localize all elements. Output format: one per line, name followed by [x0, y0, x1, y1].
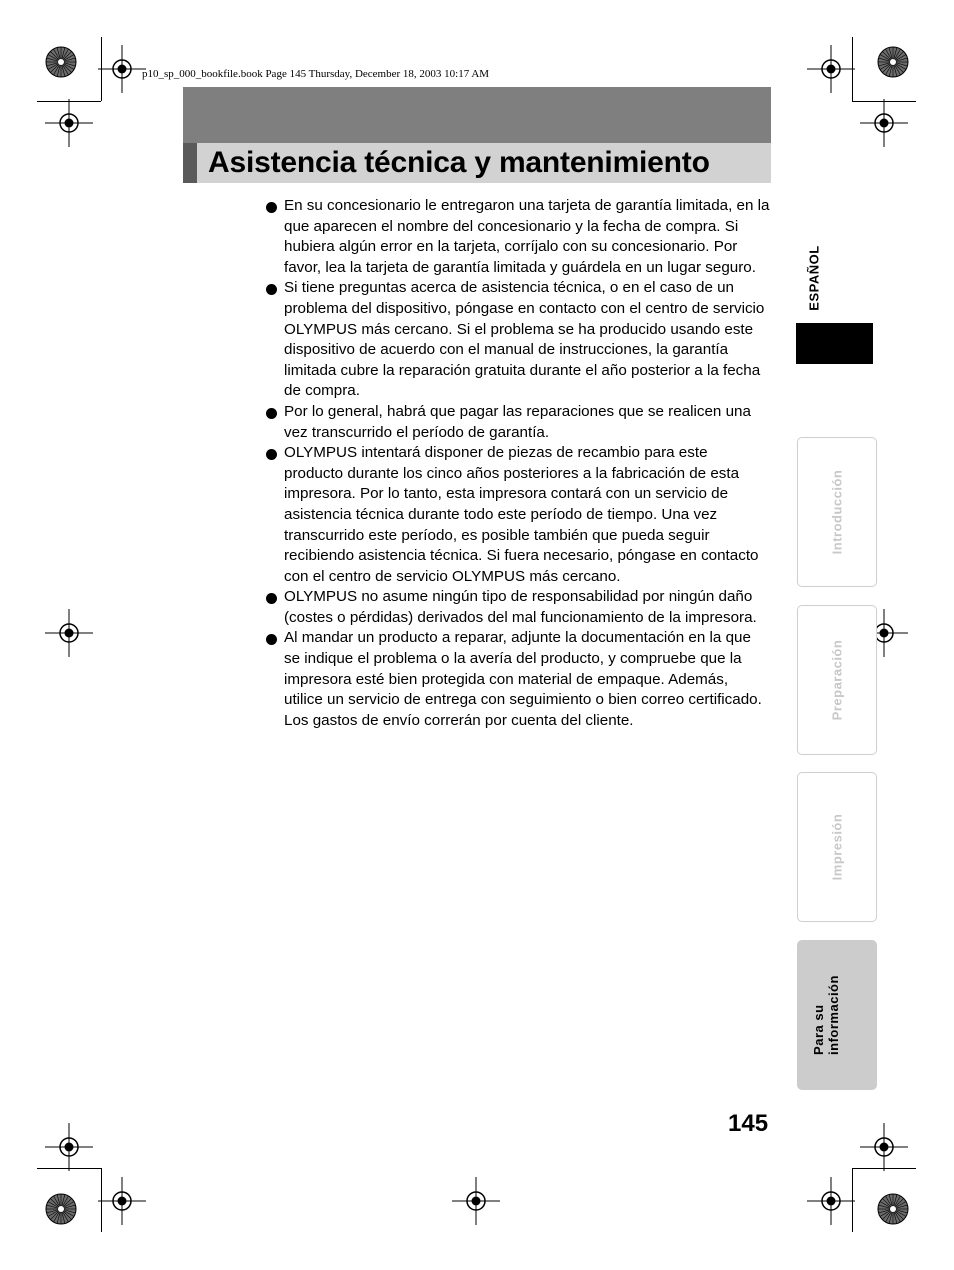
list-item — [265, 402, 770, 443]
tab-para-su-informacion[interactable] — [797, 940, 877, 1090]
language-marker — [796, 323, 873, 364]
tab-label: Preparación — [829, 639, 845, 721]
file-info: p10_sp_000_bookfile.book Page 145 Thursday, December 18, 2003 10:17 AM — [142, 68, 490, 80]
list-item-text: Si tiene preguntas acerca de asistencia técnica, o en el caso de un problema del dispositivo, póngase en contacto con el centro de servicio OLYMPUS más cercano. Si el problema se ha producido usando este dispositivo de acuerdo con el manual de instrucciones, la garantía limitada cubre la reparación gratuita durante el año posterior a la fecha de compra. — [284, 279, 765, 400]
registration-mark-icon — [807, 1177, 855, 1225]
crop-line — [852, 101, 916, 102]
header-accent — [183, 143, 197, 183]
tab-preparacion[interactable] — [797, 605, 877, 755]
crop-line — [852, 37, 853, 101]
bullet-icon — [266, 284, 277, 295]
crop-line — [37, 1168, 101, 1169]
list-item-text: Por lo general, habrá que pagar las reparaciones que se realicen una vez transcurrido el período de garantía. — [284, 402, 751, 441]
crop-line — [37, 101, 101, 102]
registration-mark-icon — [860, 99, 908, 147]
registration-mark-icon — [98, 45, 146, 93]
bullet-icon — [266, 449, 277, 460]
tab-label: Introducción — [829, 469, 845, 555]
tab-label: Para su información — [811, 975, 841, 1055]
tab-label: Impresión — [829, 813, 845, 881]
color-target-icon — [877, 46, 909, 78]
list-item — [265, 587, 770, 628]
registration-mark-icon — [860, 1123, 908, 1171]
list-item — [265, 443, 770, 587]
bullet-icon — [266, 634, 277, 645]
tab-introduccion[interactable] — [797, 437, 877, 587]
tab-impresion[interactable] — [797, 772, 877, 922]
registration-mark-icon — [452, 1177, 500, 1225]
bullet-list — [265, 196, 770, 731]
list-item-text: En su concesionario le entregaron una tarjeta de garantía limitada, en la que aparecen el nombre del concesionario y la fecha de compra. Si hubiera algún error en la tarjeta, corríjalo con su concesionario. Por favor, lea la tarjeta de garantía limitada y guárdela en un lugar seguro. — [284, 197, 770, 276]
color-target-icon — [877, 1193, 909, 1225]
crop-line — [101, 1168, 102, 1232]
crop-line — [852, 1168, 916, 1169]
list-item-text: Al mandar un producto a reparar, adjunte la documentación en la que se indique el problema o la avería del producto, y compruebe que la impresora esté bien protegida con material de empaque. Además, utilice un servicio de entrega con seguimiento o bien correo certificado. Los gastos de envío correrán por cuenta del cliente. — [284, 629, 762, 729]
crop-line — [101, 37, 102, 101]
registration-mark-icon — [45, 1123, 93, 1171]
registration-mark-icon — [45, 609, 93, 657]
list-item — [265, 278, 770, 402]
bullet-icon — [266, 408, 277, 419]
color-target-icon — [45, 1193, 77, 1225]
registration-mark-icon — [98, 1177, 146, 1225]
language-label: ESPAÑOL — [806, 245, 822, 311]
registration-mark-icon — [45, 99, 93, 147]
crop-line — [852, 1168, 853, 1232]
bullet-icon — [266, 202, 277, 213]
page-number: 145 — [728, 1110, 769, 1137]
page-title: Asistencia técnica y mantenimiento — [208, 146, 710, 179]
bullet-icon — [266, 593, 277, 604]
color-target-icon — [45, 46, 77, 78]
list-item — [265, 628, 770, 731]
list-item — [265, 196, 770, 278]
list-item-text: OLYMPUS intentará disponer de piezas de recambio para este producto durante los cinco años posteriores a la fabricación de esta impresora. Por lo tanto, esta impresora contará con un servicio de asistencia técnica durante todo este período de tiempo. Una vez transcurrido este período, es posible también que pueda seguir recibiendo asistencia técnica. Si fuera necesario, póngase en contacto con el centro de servicio OLYMPUS más cercano. — [284, 444, 759, 585]
list-item-text: OLYMPUS no asume ningún tipo de responsabilidad por ningún daño (costes o pérdidas) derivados del mal funcionamiento de la impresora. — [284, 588, 757, 626]
registration-mark-icon — [807, 45, 855, 93]
